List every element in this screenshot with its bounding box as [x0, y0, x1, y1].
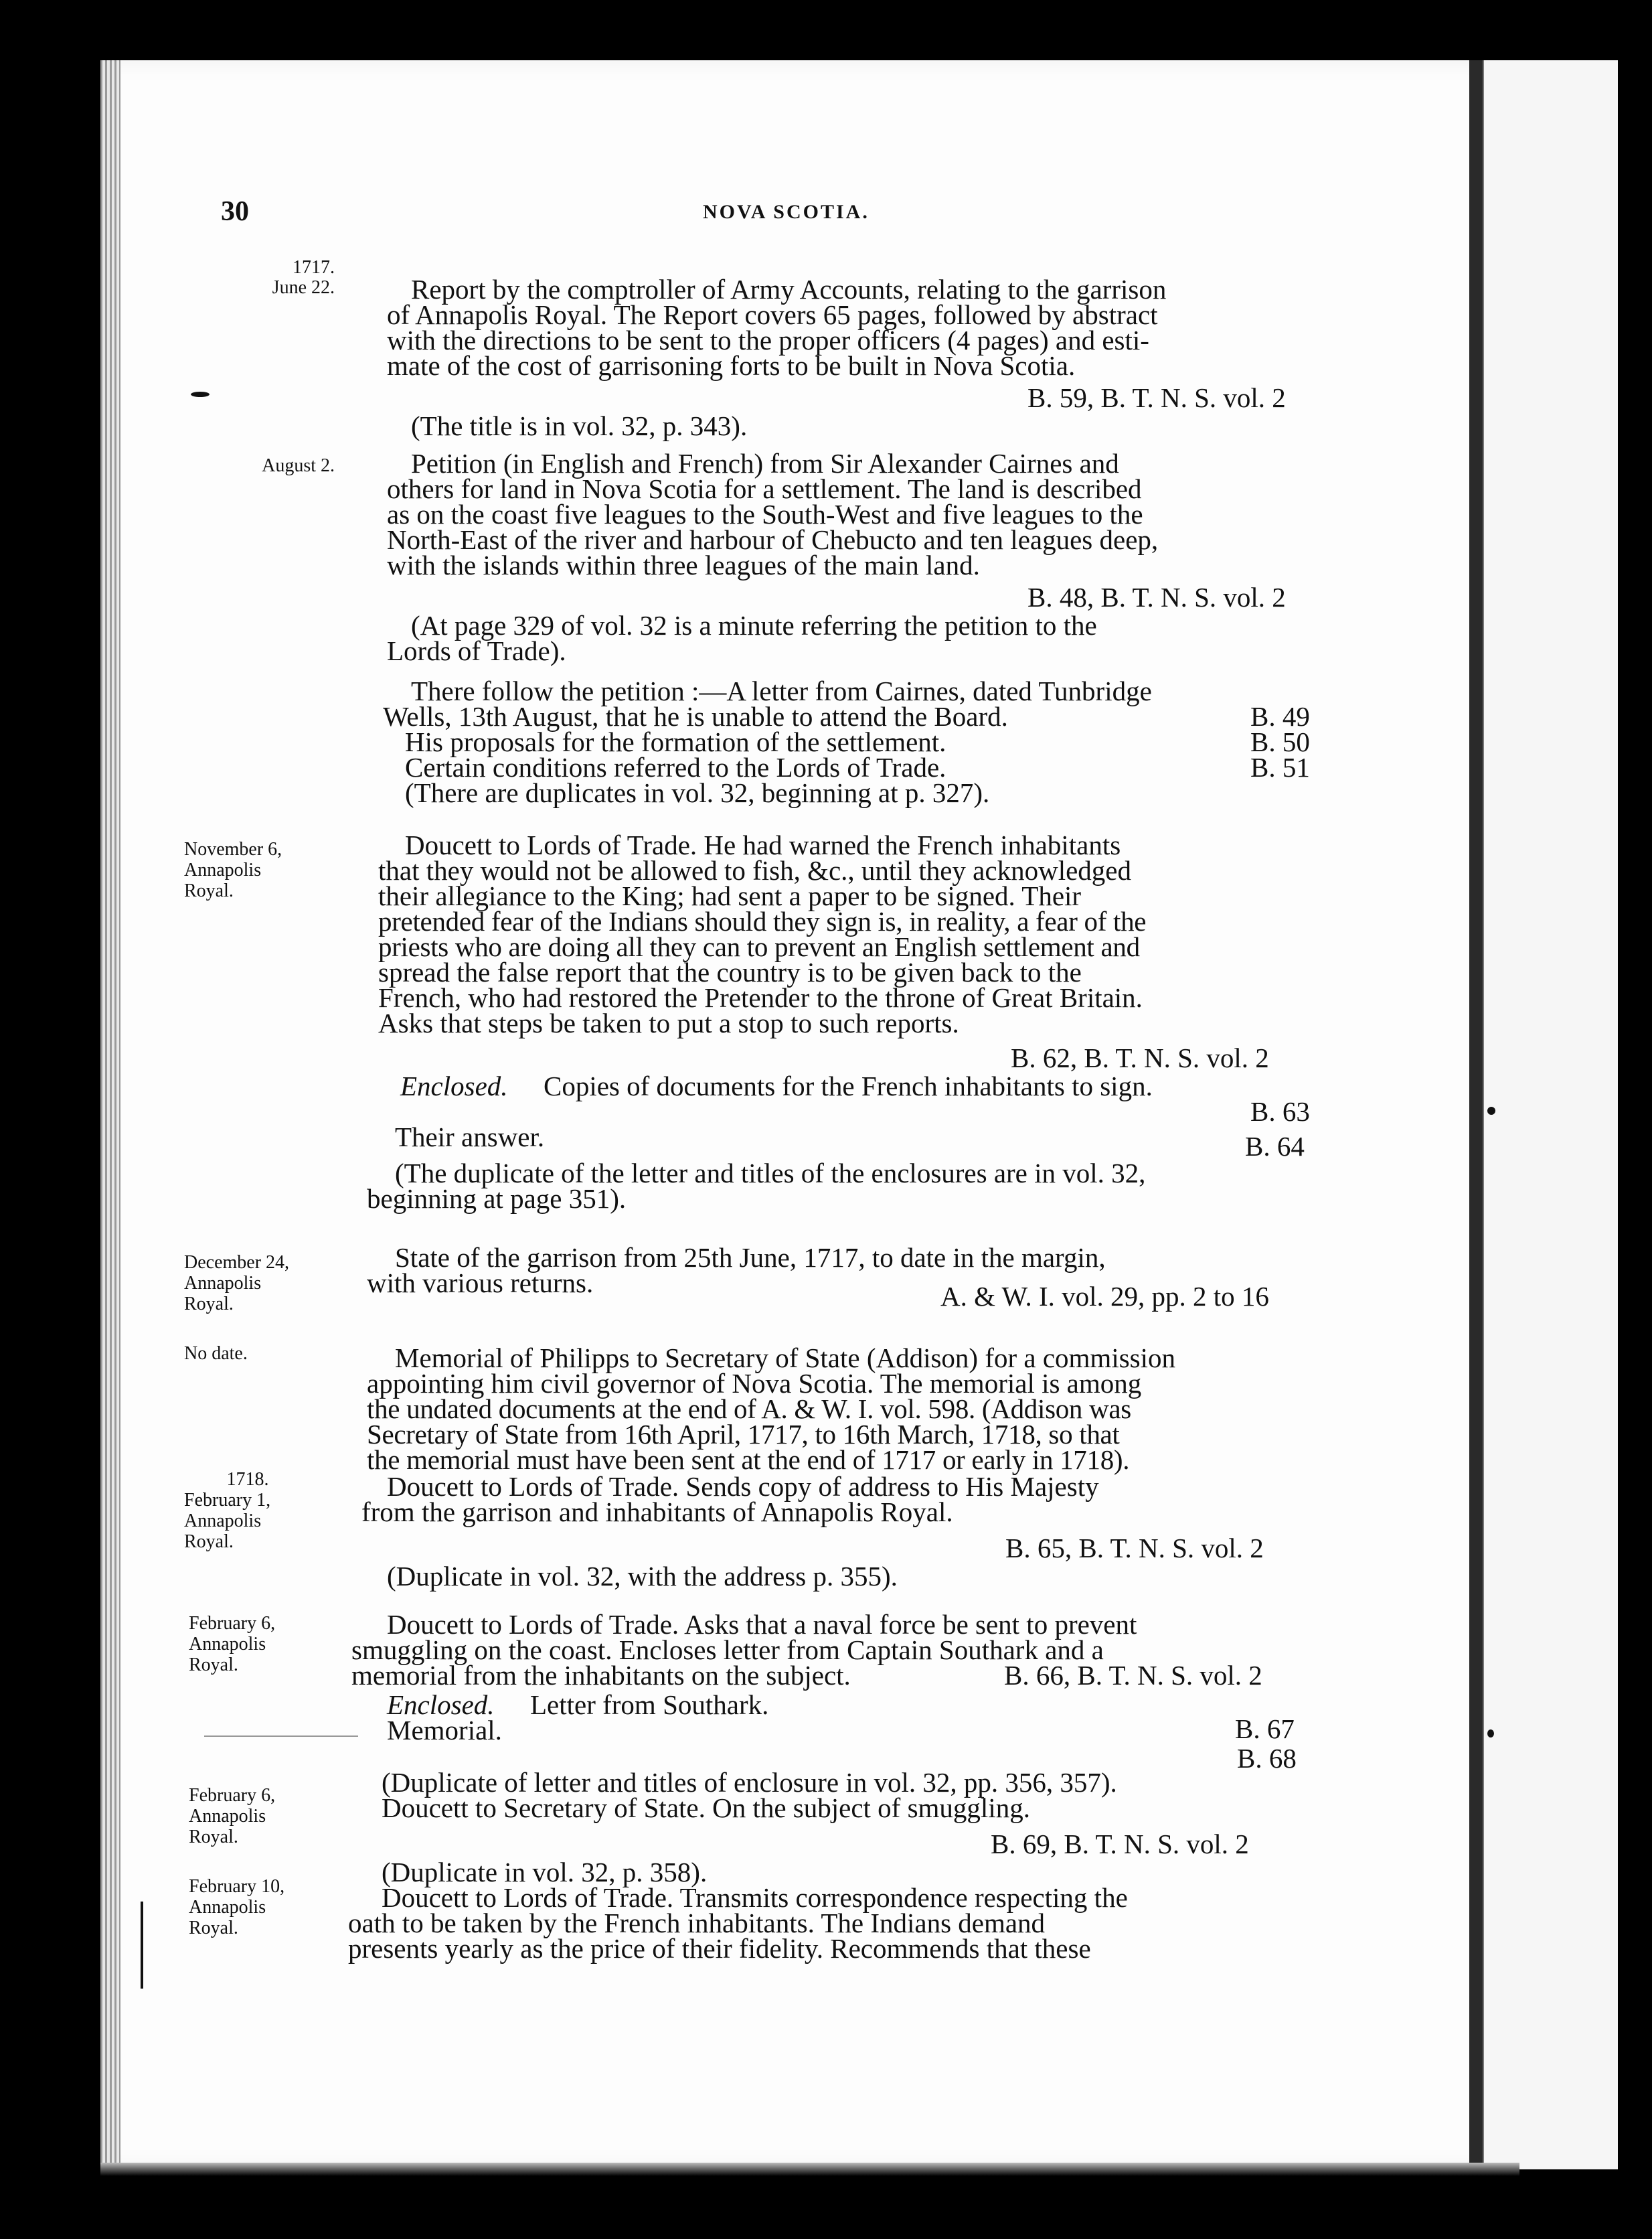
text-line: Asks that steps be taken to put a stop to such reports.	[378, 1008, 959, 1038]
text-line: from the garrison and inhabitants of Annapolis Royal.	[361, 1496, 953, 1527]
margin-place: Annapolis	[189, 1806, 266, 1827]
text-line: There follow the petition :—A letter from Cairnes, dated Tunbridge	[411, 676, 1152, 706]
text-line: priests who are doing all they can to prevent an English settlement and	[378, 931, 1140, 962]
reference: B. 66, B. T. N. S. vol. 2	[1004, 1660, 1262, 1691]
text-line: Memorial.	[387, 1715, 502, 1746]
text-line: State of the garrison from 25th June, 1717, to date in the margin,	[395, 1242, 1106, 1273]
ink-dot	[1487, 1107, 1495, 1115]
text-line: Doucett to Lords of Trade. Asks that a naval force be sent to prevent	[387, 1609, 1137, 1640]
margin-date: February 6,	[189, 1785, 276, 1806]
margin-place: Royal.	[184, 1531, 234, 1552]
reference: B. 67	[1235, 1713, 1295, 1744]
reference: B. 50	[1250, 726, 1310, 757]
text-line: (The title is in vol. 32, p. 343).	[411, 410, 748, 441]
text-line: Wells, 13th August, that he is unable to attend the Board.	[383, 701, 1008, 732]
text-line: the memorial must have been sent at the end of 1717 or early in 1718).	[367, 1444, 1130, 1475]
text-line: Doucett to Lords of Trade. He had warned the French inhabitants	[405, 830, 1121, 860]
text-line: (There are duplicates in vol. 32, beginning at p. 327).	[405, 777, 990, 808]
margin-date: February 1,	[184, 1490, 271, 1511]
page-bottom-shadow	[100, 2163, 1519, 2176]
text-line: of Annapolis Royal. The Report covers 65 pages, followed by abstract	[387, 299, 1158, 330]
reference: B. 64	[1245, 1131, 1305, 1162]
text-line: memorial from the inhabitants on the subject.	[351, 1660, 851, 1691]
text-line: French, who had restored the Pretender to the throne of Great Britain.	[378, 982, 1143, 1013]
text-line: with the directions to be sent to the proper officers (4 pages) and esti-	[387, 325, 1149, 356]
text-line: (Duplicate in vol. 32, p. 358).	[382, 1857, 708, 1887]
text-line: appointing him civil governor of Nova Scotia. The memorial is among	[367, 1368, 1142, 1399]
margin-place: Royal.	[184, 1294, 234, 1314]
reference: B. 63	[1250, 1096, 1310, 1127]
reference: B. 69, B. T. N. S. vol. 2	[991, 1829, 1249, 1859]
margin-place: Royal.	[184, 880, 234, 901]
text-line: Report by the comptroller of Army Accounts, relating to the garrison	[411, 274, 1167, 305]
text-line: their allegiance to the King; had sent a paper to be signed. Their	[378, 880, 1082, 911]
book-gutter	[1469, 60, 1483, 2169]
text-line: Certain conditions referred to the Lords of Trade.	[405, 752, 946, 783]
text-line: others for land in Nova Scotia for a settlement. The land is described	[387, 473, 1142, 504]
text-line: with the islands within three leagues of the main land.	[387, 550, 980, 581]
text-line: (Duplicate of letter and titles of enclosure in vol. 32, pp. 356, 357).	[382, 1767, 1117, 1798]
margin-place: Annapolis	[189, 1897, 266, 1918]
text-line: pretended fear of the Indians should they sign is, in reality, a fear of the	[378, 906, 1147, 937]
margin-place: Royal.	[189, 1918, 238, 1938]
text-line: smuggling on the coast. Encloses letter from Captain Southark and a	[351, 1634, 1104, 1665]
ink-mark	[191, 392, 210, 397]
text-line: presents yearly as the price of their fidelity. Recommends that these	[348, 1933, 1091, 1964]
margin-date: June 22.	[272, 277, 335, 298]
page-header	[221, 196, 1345, 229]
margin-date: No date.	[184, 1343, 248, 1364]
text-line: the undated documents at the end of A. & W. I. vol. 598. (Addison was	[367, 1393, 1131, 1424]
reference: B. 62, B. T. N. S. vol. 2	[1011, 1043, 1269, 1073]
text-line: Doucett to Lords of Trade. Sends copy of address to His Majesty	[387, 1471, 1099, 1502]
margin-place: Annapolis	[184, 1273, 262, 1294]
text-line: as on the coast five leagues to the South-West and five leagues to the	[387, 499, 1143, 530]
page-stack-edge	[100, 60, 120, 2169]
text-line: Their answer.	[395, 1122, 545, 1152]
text-line: Petition (in English and French) from Sir Alexander Cairnes and	[411, 448, 1119, 479]
facing-page-strip	[1483, 60, 1618, 2169]
text-line: Letter from Southark.	[530, 1689, 769, 1720]
text-line: with various returns.	[367, 1267, 594, 1298]
reference: B. 68	[1237, 1743, 1297, 1774]
reference: A. & W. I. vol. 29, pp. 2 to 16	[940, 1281, 1269, 1312]
text-line: (The duplicate of the letter and titles of the enclosures are in vol. 32,	[395, 1158, 1146, 1188]
text-line: oath to be taken by the French inhabitants. The Indians demand	[348, 1908, 1046, 1938]
margin-date: February 6,	[189, 1613, 276, 1634]
text-line: spread the false report that the country is to be given back to the	[378, 957, 1082, 988]
text-line: North-East of the river and harbour of Chebucto and ten leagues deep,	[387, 524, 1159, 555]
text-line: beginning at page 351).	[367, 1183, 627, 1214]
margin-date: December 24,	[184, 1252, 290, 1273]
pencil-line	[204, 1735, 358, 1737]
margin-place: Annapolis	[184, 1511, 262, 1531]
margin-line	[141, 1902, 143, 1989]
text-line: (Duplicate in vol. 32, with the address p. 355).	[387, 1561, 898, 1592]
text-line: that they would not be allowed to fish, &c., until they acknowledged	[378, 855, 1131, 886]
running-title: NOVA SCOTIA.	[703, 201, 870, 223]
reference: B. 65, B. T. N. S. vol. 2	[1005, 1533, 1264, 1563]
text-line: Doucett to Lords of Trade. Transmits correspondence respecting the	[382, 1882, 1128, 1913]
text-line: mate of the cost of garrisoning forts to be built in Nova Scotia.	[387, 350, 1076, 381]
page-number: 30	[221, 196, 249, 227]
text-line: Memorial of Philipps to Secretary of State (Addison) for a commission	[395, 1342, 1176, 1373]
margin-date: 1717.	[293, 257, 335, 278]
margin-date: February 10,	[189, 1876, 285, 1897]
text-line: (At page 329 of vol. 32 is a minute referring the petition to the	[411, 610, 1097, 641]
text-line: Lords of Trade).	[387, 635, 566, 666]
margin-place: Annapolis	[189, 1634, 266, 1654]
margin-date: November 6,	[184, 839, 282, 860]
text-line: His proposals for the formation of the settlement.	[405, 726, 946, 757]
reference: B. 48, B. T. N. S. vol. 2	[1027, 582, 1286, 613]
margin-place: Royal.	[189, 1654, 238, 1675]
margin-date: 1718.	[226, 1469, 269, 1490]
text-line: Copies of documents for the French inhabitants to sign.	[544, 1071, 1153, 1101]
margin-place: Annapolis	[184, 860, 262, 880]
margin-place: Royal.	[189, 1827, 238, 1847]
text-line: Doucett to Secretary of State. On the subject of smuggling.	[382, 1792, 1030, 1823]
margin-date: August 2.	[262, 455, 335, 476]
ink-dot	[1487, 1729, 1494, 1738]
reference: B. 59, B. T. N. S. vol. 2	[1027, 382, 1286, 413]
text-line: Secretary of State from 16th April, 1717, to 16th March, 1718, so that	[367, 1419, 1120, 1450]
reference: B. 51	[1250, 752, 1310, 783]
reference: B. 49	[1250, 701, 1310, 732]
enclosed-label: Enclosed.	[400, 1071, 508, 1101]
enclosed-label: Enclosed.	[387, 1689, 495, 1720]
